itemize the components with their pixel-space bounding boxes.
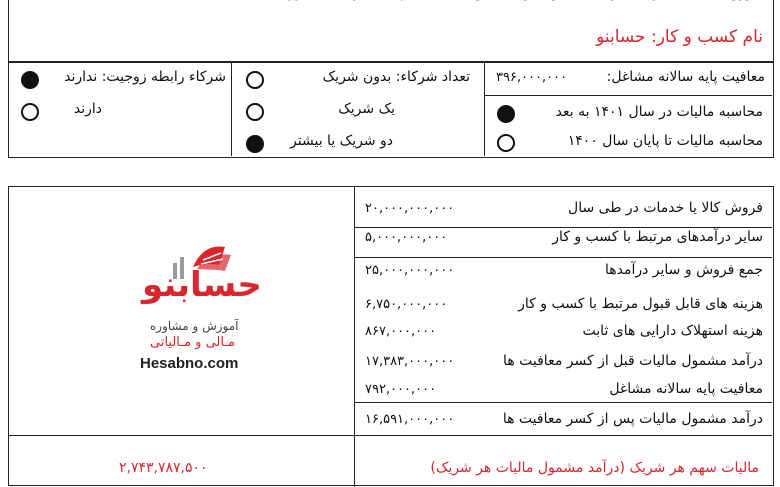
row-other-income-label: سایر درآمدهای مرتبط با کسب و کار: [552, 229, 763, 245]
row-depreciation-label: هزینه استهلاک دارایی های ثابت: [582, 323, 763, 339]
results-table: [8, 186, 774, 486]
partners-one-radio[interactable]: [246, 103, 264, 121]
row-depreciation-value[interactable]: ۸۶۷,۰۰۰,۰۰۰: [365, 324, 437, 339]
spouse-yes-label: دارند: [73, 101, 102, 117]
partners-one-label: یک شریک: [338, 101, 395, 117]
row-taxable-after-value: ۱۶,۵۹۱,۰۰۰,۰۰۰: [365, 412, 455, 427]
calc-1400-radio[interactable]: [497, 134, 515, 152]
row-taxable-after-label: درآمد مشمول مالیات پس از کسر معافیت ها: [502, 411, 763, 427]
logo-line1: آموزش و مشاوره: [150, 319, 239, 333]
partner-share-value: ۲,۷۴۳,۷۸۷,۵۰۰: [119, 460, 208, 476]
row-total-income-value: ۲۵,۰۰۰,۰۰۰,۰۰۰: [365, 263, 455, 278]
calc-1401-label: محاسبه مالیات در سال ۱۴۰۱ به بعد: [555, 104, 763, 120]
partners-none-label: تعداد شرکاء: بدون شریک: [322, 69, 470, 85]
spouse-none-label: ندارند: [64, 69, 98, 85]
logo-brand: حسابنو: [142, 265, 262, 305]
top-cut-text: [282, 0, 753, 1]
business-name-line: [596, 27, 763, 47]
row-expenses-label: هزینه های قابل قبول مرتبط با کسب و کار: [518, 296, 763, 312]
row-exemption-label: معافیت پایه سالانه مشاغل: [609, 381, 763, 397]
spouse-yes-radio[interactable]: [21, 103, 39, 121]
spouse-none-radio[interactable]: [21, 71, 39, 89]
partner-share-label: مالیات سهم هر شریک (درآمد مشمول مالیات هر شریک): [430, 460, 759, 476]
row-taxable-before-value: ۱۷,۳۸۳,۰۰۰,۰۰۰: [365, 354, 455, 369]
logo-line2: مـالی و مـالیاتی: [150, 335, 236, 350]
exemption-label: معافیت پایه سالانه مشاغل:: [606, 69, 765, 85]
partners-many-radio[interactable]: [246, 135, 264, 153]
partners-none-radio[interactable]: [246, 71, 264, 89]
calc-1401-radio[interactable]: [497, 105, 515, 123]
row-exemption-value: ۷۹۲,۰۰۰,۰۰۰: [365, 382, 437, 397]
row-taxable-before-label: درآمد مشمول مالیات قبل از کسر معافیت ها: [503, 353, 763, 369]
business-name-label: نام کسب و کار:: [650, 27, 763, 47]
business-name-panel: [8, 0, 774, 62]
exemption-value[interactable]: ۳۹۶,۰۰۰,۰۰۰: [496, 70, 568, 85]
business-name-value[interactable]: حسابنو: [596, 27, 646, 47]
logo-site[interactable]: Hesabno.com: [140, 355, 239, 372]
spouse-partners-label: شرکاء رابطه زوجیت: ندارند: [64, 69, 226, 85]
row-total-income-label: جمع فروش و سایر درآمدها: [604, 262, 763, 278]
hesabno-logo: [134, 243, 269, 383]
options-panel: [8, 62, 774, 158]
calc-1400-label: محاسبه مالیات تا پایان سال ۱۴۰۰: [567, 133, 763, 149]
row-expenses-value[interactable]: ۶,۷۵۰,۰۰۰,۰۰۰: [365, 297, 448, 312]
partners-many-label: دو شریک یا بیشتر: [290, 133, 393, 149]
row-other-income-value[interactable]: ۵,۰۰۰,۰۰۰,۰۰۰: [365, 230, 448, 245]
row-sales-value[interactable]: ۲۰,۰۰۰,۰۰۰,۰۰۰: [365, 201, 455, 216]
row-sales-label: فروش کالا یا خدمات در طی سال: [568, 200, 763, 216]
